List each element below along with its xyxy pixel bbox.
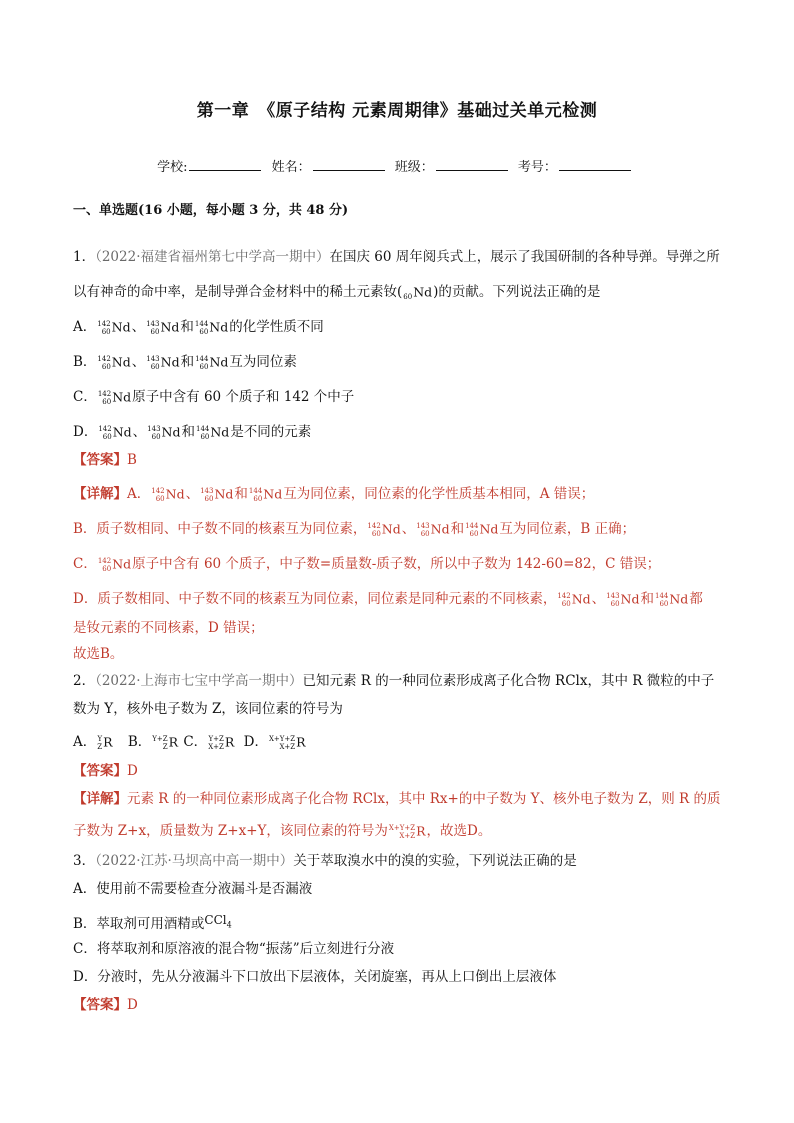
- nd142-isotope: 142 60 Nd: [97, 556, 132, 573]
- nd142-isotope: 142 60 Nd: [557, 591, 591, 608]
- nd142-isotope: 142 60 Nd: [97, 354, 131, 371]
- q1-stem-b1: 以有神奇的命中率，是制导弹合金材料中的稀土元素钕(: [73, 284, 403, 300]
- q2-answer: [73, 762, 138, 780]
- q2-detail-1: 【详解】元素 R 的一种同位素形成离子化合物 RClx，其中 Rx+的中子数为 Y、核外电子数为 Z，则 R 的质: [73, 791, 721, 807]
- q2-option-a[interactable]: A． Y Z R: [73, 734, 113, 751]
- nd144-isotope: 144 60 Nd: [195, 354, 229, 371]
- q2-options: [73, 733, 307, 752]
- detail-label: 【详解】: [73, 791, 127, 807]
- q1-detail-5: 是钕元素的不同核素，D 错误；: [73, 620, 264, 636]
- q1-source: （2022·福建省福州第七中学高一期中）: [95, 249, 330, 265]
- nd143-isotope: 143 60 Nd: [200, 486, 234, 503]
- q3-option-a[interactable]: A．使用前不需要检查分液漏斗是否漏液: [73, 881, 313, 897]
- q1-detail-3: C． 142 60 Nd原子中含有 60 个质子，中子数=质量数-质子数，所以中子数为 142-60=82，C 错误；: [73, 556, 661, 573]
- q1-option-a[interactable]: A． 142 60 Nd、 143 60 Nd和 144 60 Nd的化学性质不同: [73, 319, 324, 336]
- q2-option-d[interactable]: D． X+Y+Z X+Z R: [243, 734, 306, 751]
- nd142-isotope: 142 60 Nd: [98, 424, 132, 441]
- q3-option-d[interactable]: D．分液时，先从分液漏斗下口放出下层液体，关闭旋塞，再从上口倒出上层液体: [73, 969, 557, 985]
- r-isotope-b: Y+Z Z R: [152, 734, 179, 751]
- nd-isotope: 60 Nd: [403, 284, 433, 301]
- answer-value: D: [127, 763, 138, 779]
- q1-option-d[interactable]: D． 142 60 Nd、 143 60 Nd和 144 60 Nd是不同的元素: [73, 424, 312, 441]
- answer-value: D: [127, 997, 138, 1013]
- q3-option-c[interactable]: C．将萃取剂和原溶液的混合物“振荡”后立刻进行分液: [73, 941, 395, 957]
- q1-option-b[interactable]: B． 142 60 Nd、 143 60 Nd和 144 60 Nd互为同位素: [73, 354, 297, 371]
- answer-label: 【答案】: [73, 452, 127, 468]
- answer-value: B: [127, 452, 137, 468]
- ccl4-formula: CCl$_4$: [204, 913, 232, 930]
- q3-stem-text: 关于萃取溴水中的溴的实验，下列说法正确的是: [293, 853, 577, 869]
- nd144-isotope: 144 60 Nd: [195, 424, 230, 441]
- q2-stem-a: 已知元素 R 的一种同位素形成离子化合物 RClx，其中 R 微粒的中子: [302, 673, 715, 689]
- nd143-isotope: 143 60 Nd: [147, 424, 181, 441]
- r-isotope-d: X+Y+Z X+Z R: [268, 734, 306, 751]
- exam-no-blank[interactable]: [559, 158, 631, 171]
- nd142-isotope: 142 60 Nd: [97, 389, 132, 406]
- q3-number: 3．: [73, 853, 96, 869]
- nd142-isotope: 142 60 Nd: [367, 521, 401, 538]
- nd142-isotope: 142 60 Nd: [97, 319, 131, 336]
- q2-option-c[interactable]: C． Y+Z X+Z R: [183, 734, 235, 751]
- q2-detail-2: 子数为 Z+x，质量数为 Z+x+Y，该同位素的符号为 X+Y+Z X+Z R，故选D。: [73, 823, 492, 840]
- name-label: 姓名：: [271, 160, 311, 175]
- class-label: 班级：: [394, 160, 434, 175]
- r-isotope-a: Y Z R: [97, 734, 113, 751]
- q2-stem-line1: [73, 672, 714, 690]
- class-blank[interactable]: [436, 158, 508, 171]
- r-isotope-d: X+Y+Z X+Z R: [388, 823, 426, 840]
- name-blank[interactable]: [313, 158, 385, 171]
- q2-stem-line2: 数为 Y，核外电子数为 Z，该同位素的符号为: [73, 701, 343, 717]
- r-isotope-c: Y+Z X+Z R: [208, 734, 235, 751]
- exam-no-label: 考号：: [517, 160, 557, 175]
- nd144-isotope: 144 60 Nd: [654, 591, 689, 608]
- nd143-isotope: 143 60 Nd: [146, 354, 180, 371]
- page-title: 第一章 《原子结构 元素周期律》基础过关单元检测: [196, 101, 598, 121]
- nd143-isotope: 143 60 Nd: [146, 319, 180, 336]
- q1-stem-a: 在国庆 60 周年阅兵式上，展示了我国研制的各种导弹。导弹之所: [329, 249, 720, 265]
- q1-stem-line2: [73, 283, 600, 302]
- q1-stem-line1: [73, 248, 720, 266]
- school-label: 学校:: [157, 160, 188, 175]
- q1-detail-6: 故选B。: [73, 646, 124, 662]
- q3-answer: [73, 996, 138, 1014]
- q1-detail-2: B．质子数相同、中子数不同的核素互为同位素， 142 60 Nd、 143 60 Nd和 144 60 Nd互为同位素，B 正确；: [73, 521, 636, 538]
- q1-answer: [73, 451, 137, 469]
- nd144-isotope: 144 60 Nd: [465, 521, 499, 538]
- nd143-isotope: 143 60 Nd: [606, 591, 640, 608]
- nd144-isotope: 144 60 Nd: [248, 486, 283, 503]
- nd143-isotope: 143 60 Nd: [416, 521, 450, 538]
- q3-option-b[interactable]: B．萃取剂可用酒精或CCl$_4$: [73, 913, 232, 932]
- q1-number: 1．: [73, 249, 96, 265]
- q3-source: （2022·江苏·马坝高中高一期中）: [95, 853, 294, 869]
- nd142-isotope: 142 60 Nd: [151, 486, 185, 503]
- detail-label: 【详解】: [73, 486, 127, 502]
- answer-label: 【答案】: [73, 997, 127, 1013]
- student-info-row: [0, 156, 794, 175]
- q1-option-c[interactable]: C． 142 60 Nd原子中含有 60 个质子和 142 个中子: [73, 389, 355, 406]
- section-heading: 一、单选题(16 小题，每小题 3 分，共 48 分): [73, 203, 349, 218]
- q1-detail-4: D．质子数相同、中子数不同的核素互为同位素，同位素是同种元素的不同核素， 142 60 Nd、 143 60 Nd和 144 60 Nd都: [73, 591, 703, 608]
- q1-detail-1: 【详解】A． 142 60 Nd、 143 60 Nd和 144 60 Nd互为同位素，同位素的化学性质基本相同，A 错误；: [73, 486, 595, 503]
- school-blank[interactable]: [189, 158, 261, 171]
- q3-stem: [73, 852, 577, 870]
- q2-number: 2．: [73, 673, 96, 689]
- q1-stem-b2: )的贡献。下列说法正确的是: [433, 284, 601, 300]
- q2-option-b[interactable]: B． Y+Z Z R: [127, 734, 179, 751]
- nd144-isotope: 144 60 Nd: [194, 319, 229, 336]
- answer-label: 【答案】: [73, 763, 127, 779]
- q2-source: （2022·上海市七宝中学高一期中）: [95, 673, 303, 689]
